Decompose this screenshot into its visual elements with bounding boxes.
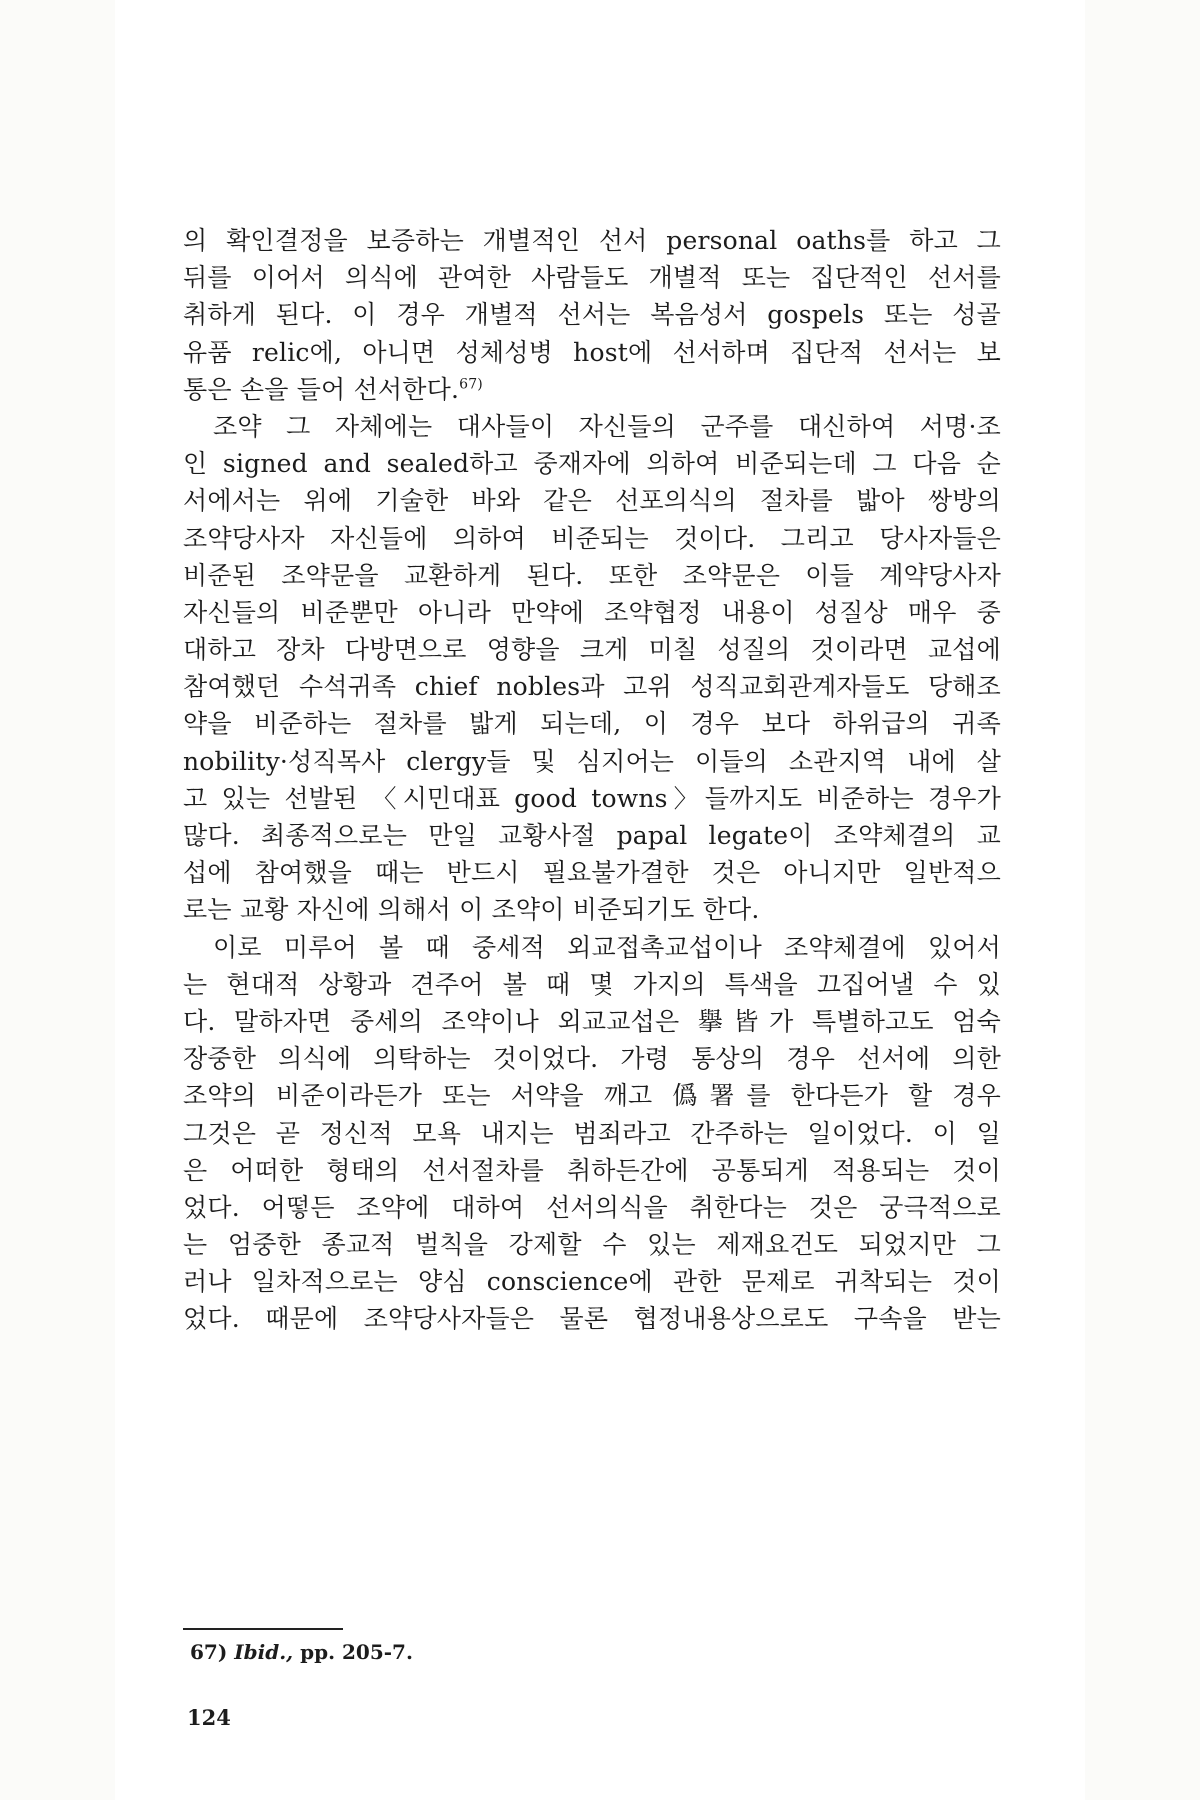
footnote-pages: pp. 205-7. [300, 1640, 413, 1664]
footnote-source: Ibid., [234, 1640, 294, 1664]
text-line: 많다. 최종적으로는 만일 교황사절 papal legate이 조약체결의 교 [183, 821, 1001, 850]
text-line: 었다. 때문에 조약당사자들은 물론 협정내용상으로도 구속을 받는 [183, 1304, 1001, 1334]
footnote-reference: 67) [459, 376, 483, 393]
footnote-number: 67) [190, 1640, 228, 1664]
text-line: 참여했던 수석귀족 chief nobles과 고위 성직교회관계자들도 당해조 [183, 672, 1001, 702]
text-line: 었다. 어떻든 조약에 대하여 선서의식을 취한다는 것은 궁극적으로 [183, 1192, 1001, 1222]
text-line: 다. 말하자면 중세의 조약이나 외교교섭은 擧皆가 특별하고도 엄숙 [183, 1006, 1001, 1036]
text-line: 러나 일차적으로는 양심 conscience에 관한 문제로 귀착되는 것이 [183, 1267, 1001, 1297]
text-line: 는 엄중한 종교적 벌칙을 강제할 수 있는 제재요건도 되었지만 그 [183, 1230, 1001, 1260]
text-line: 자신들의 비준뿐만 아니라 만약에 조약협정 내용이 성질상 매우 중 [183, 597, 1001, 627]
page-number: 124 [187, 1705, 231, 1730]
text-line: 고 있는 선발된 〈시민대표 good towns〉들까지도 비준하는 경우가 [183, 783, 1001, 813]
text-line: 섭에 참여했을 때는 반드시 필요불가결한 것은 아니지만 일반적으 [183, 858, 1001, 888]
text-line: 약을 비준하는 절차를 밟게 되는데, 이 경우 보다 하위급의 귀족 [183, 709, 1001, 739]
text-line: 유품 relic에, 아니면 성체성병 host에 선서하며 집단적 선서는 보 [183, 337, 1001, 367]
text-line: 의 확인결정을 보증하는 개별적인 선서 personal oaths를 하고 그 [183, 226, 1001, 255]
footnote-divider [183, 1628, 343, 1630]
text-line [183, 371, 1001, 408]
text-line: 인 signed and sealed하고 중재자에 의하여 비준되는데 그 다음 순 [183, 449, 1001, 479]
footnote [190, 1640, 413, 1664]
text-line: 이로 미루어 볼 때 중세적 외교접촉교섭이나 조약체결에 있어서 [213, 932, 1001, 962]
text-line: 조약 그 자체에는 대사들이 자신들의 군주를 대신하여 서명·조 [213, 411, 1001, 441]
text-line: 은 어떠한 형태의 선서절차를 취하든간에 공통되게 적용되는 것이 [183, 1155, 1001, 1185]
text-line: 조약당사자 자신들에 의하여 비준되는 것이다. 그리고 당사자들은 [183, 523, 1001, 553]
text-line: 취하게 된다. 이 경우 개별적 선서는 복음성서 gospels 또는 성골 [183, 300, 1001, 330]
text-line: 비준된 조약문을 교환하게 된다. 또한 조약문은 이들 계약당사자 [183, 560, 1001, 590]
text-line: 장중한 의식에 의탁하는 것이었다. 가령 통상의 경우 선서에 의한 [183, 1044, 1001, 1074]
text-line-content: 통은 손을 들어 선서한다. [183, 374, 460, 404]
text-line: nobility·성직목사 clergy들 및 심지어는 이들의 소관지역 내에 살 [183, 746, 1001, 776]
text-line: 그것은 곧 정신적 모욕 내지는 범죄라고 간주하는 일이었다. 이 일 [183, 1118, 1001, 1148]
body-text [183, 222, 1001, 1338]
text-line: 서에서는 위에 기술한 바와 같은 선포의식의 절차를 밟아 쌍방의 [183, 486, 1001, 516]
text-line: 조약의 비준이라든가 또는 서약을 깨고 僞署를 한다든가 할 경우 [183, 1081, 1001, 1111]
text-line: 뒤를 이어서 의식에 관여한 사람들도 개별적 또는 집단적인 선서를 [183, 263, 1001, 293]
text-line: 는 현대적 상황과 견주어 볼 때 몇 가지의 특색을 끄집어낼 수 있 [183, 969, 1001, 999]
text-line: 로는 교황 자신에 의해서 이 조약이 비준되기도 한다. [183, 895, 760, 925]
text-line: 대하고 장차 다방면으로 영향을 크게 미칠 성질의 것이라면 교섭에 [183, 635, 1001, 665]
